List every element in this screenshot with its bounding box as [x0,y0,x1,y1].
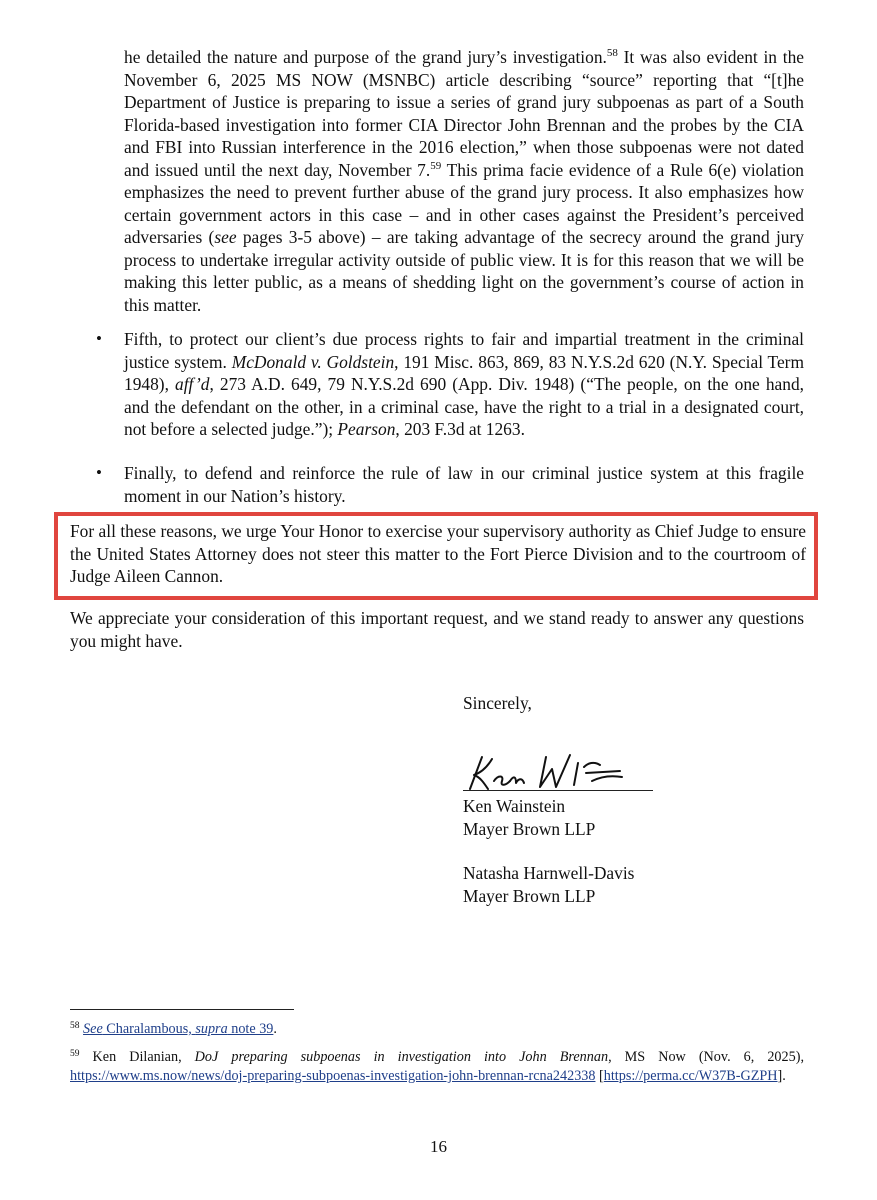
handwritten-signature-icon [460,745,654,795]
perma-link[interactable]: https://perma.cc/W37B-GZPH [603,1068,778,1084]
signer-firm: Mayer Brown LLP [463,818,596,839]
case-citation: Pearson [337,419,396,439]
footnote-58-link[interactable]: See Charalambous, supra note 39 [83,1021,274,1037]
closing-salutation: Sincerely, [463,693,532,713]
signature-block [463,795,634,907]
body-paragraph-rule-6e: he detailed the nature and purpose of the grand jury’s investigation.$^{58}$ It was also evident in the November 6, 2025 MS NOW (MSNBC) article describing “source” reporting that “[t]he Department of Justice is preparing to issue a series of grand jury subpoenas as part of a South Florida-based investigation into former CIA Director John Brennan and the probes by the CIA and FBI into Russian interference in the 2016 election,” when those subpoenas were not dated and issued until the next day, November 7.59 This prima facie evidence of a Rule 6(e) violation emphasizes the need to prevent further abuse of the grand jury process. It also emphasizes how certain government actors in this case – and in other cases against the President’s perceived adversaries (see pages 3-5 above) – are taking advantage of the secrecy around the grand jury process to undertake irregular activity outside of public view. It is for this reason that we will be making this letter public, as a means of shedding light on the government’s course of action in this matter. [124,47,804,315]
footnotes [70,1017,804,1092]
thanks-paragraph: We appreciate your consideration of this important request, and we stand ready to answer any questions you might have. [70,608,804,651]
signer-name: Ken Wainstein [463,796,566,816]
list-item-finally: • Finally, to defend and reinforce the rule of law in our criminal justice system at this fragile moment in our Nation’s history. [96,463,804,506]
case-citation: McDonald v. Goldstein [231,351,395,372]
highlighted-paragraph: For all these reasons, we urge Your Honor to exercise your supervisory authority as Chief Judge to ensure the United States Attorney does not steer this matter to the Fort Pierce Division and to the courtroom of Judge Aileen Cannon. [70,521,806,586]
list-item-fifth: • Fifth, to protect our client’s due process rights to fair and impartial treatment in the criminal justice system. McDonald v. Goldstein, 191 Misc. 863, 869, 83 N.Y.S.2d 620 (N.Y. Special Term 1948), aff’d, 273 A.D. 649, 79 N.Y.S.2d 690 (App. Div. 1948) (“The people, on the one hand, and the defendant on the other, in a criminal case, have the right to a trial in a designated court, not before a selected judge.”); Pearson, 203 F.3d at 1263. [96,329,804,439]
page-number: 16 [430,1137,447,1156]
footnote-ref-59[interactable]: 59 [430,159,442,172]
signer-firm: Mayer Brown LLP [463,885,596,906]
footnote-59: $^{59}$ Ken Dilanian, DoJ preparing subpoenas in investigation into John Brennan, MS Now (Nov. 6, 2025), https://www.ms.now/news/doj-preparing-subpoenas-investigation-john-brennan-rcna242338 [https://perma.cc/W37B-GZPH]. [70,1049,804,1084]
bullet-dot-icon: • [96,329,102,348]
signer-name: Natasha Harnwell-Davis [463,863,635,883]
footnote-divider [70,1009,294,1010]
signature-line [463,790,653,791]
signature-image [460,745,654,795]
footnote-58: $^{58}$ See Charalambous, supra note 39. [70,1021,277,1037]
bullet-dot-icon: • [96,463,102,482]
footnote-ref-58[interactable]: 58 [606,47,618,59]
article-url-link[interactable]: https://www.ms.now/news/doj-preparing-subpoenas-investigation-john-brennan-rcna242338 [70,1068,596,1084]
